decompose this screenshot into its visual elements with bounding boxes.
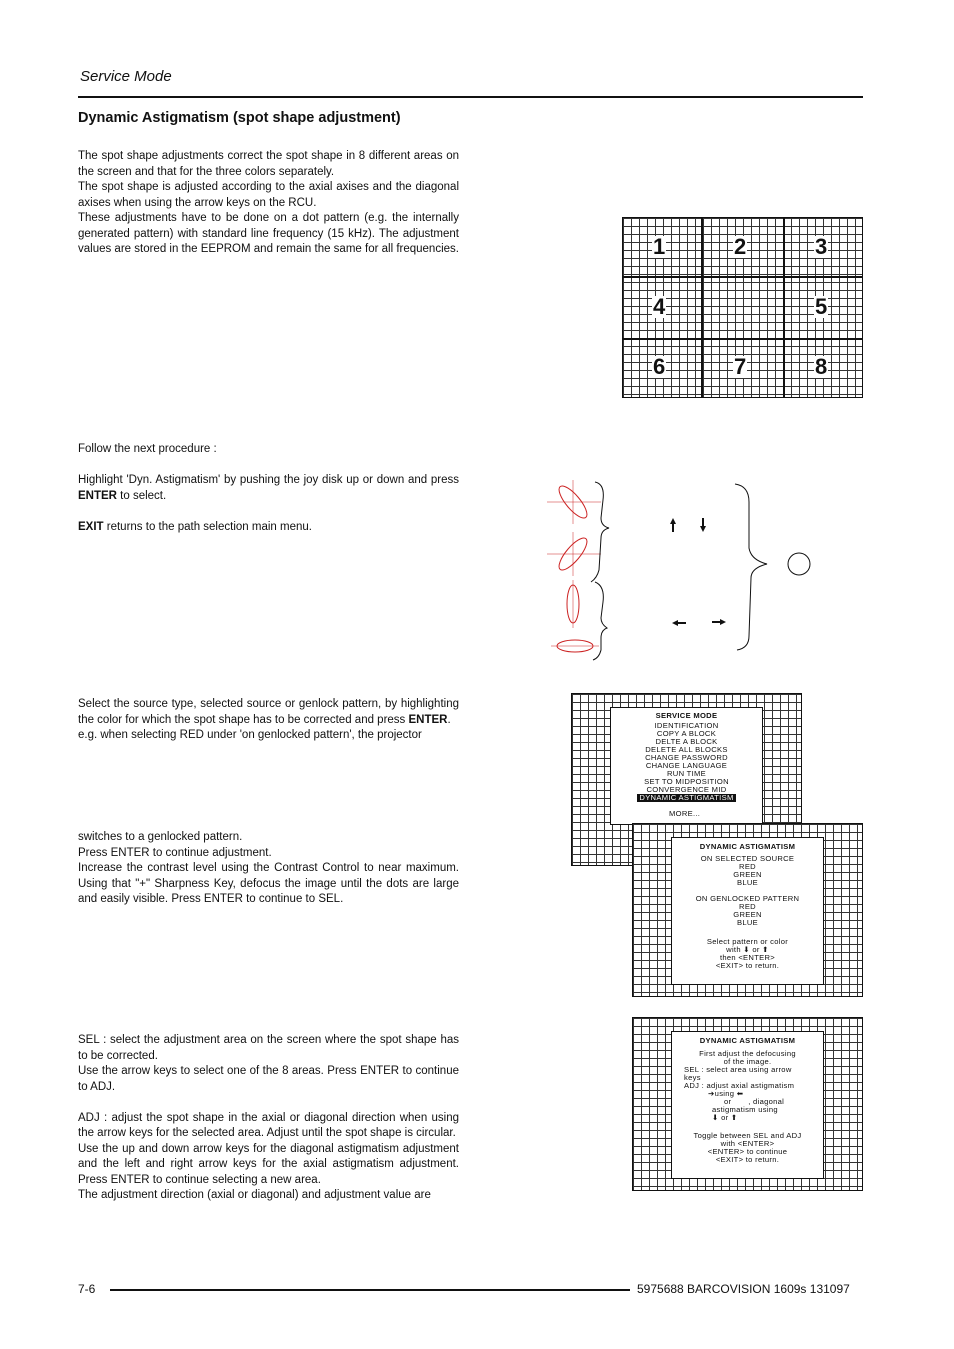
color-option-red[interactable]: RED [739,862,756,871]
select-post: . [447,713,451,726]
procedure-step-post: to select. [116,489,167,502]
color-option-red[interactable]: RED [739,902,756,911]
procedure-intro: Follow the next procedure : [78,443,217,455]
adjust-or: or [721,1113,729,1122]
area-number: 1 [653,234,666,259]
area-divider [623,276,862,278]
arrow-up-icon [670,518,676,532]
area-number: 3 [815,234,828,259]
menu-item-selected[interactable]: DYNAMIC ASTIGMATISM [639,793,734,802]
hint-line: <EXIT> to return. [715,961,780,970]
procedure-text [78,442,459,535]
intro-paragraph: The spot shape is adjusted according to the axial axises and the diagonal axises when using the arrow keys on the RCU. [78,181,459,209]
enter-key: ENTER [408,713,448,726]
service-mode-menu [610,707,763,825]
menu-title: SERVICE MODE [655,711,718,720]
select-example: e.g. when selecting RED under 'on genlocked pattern', the projector [78,729,422,741]
procedure-exit-text: returns to the path selection main menu. [103,520,312,533]
adjust-line: with <ENTER> [720,1139,775,1148]
page-title: Dynamic Astigmatism (spot shape adjustment) [78,110,401,126]
genlock-heading: ON GENLOCKED PATTERN [695,894,800,903]
continue-paragraph: Increase the contrast level using the Contrast Control to near maximum. Using that "+" Sharpness Key, defocus the image until the dots are large and easily visible. Press ENTER to continue to SEL. [78,862,459,905]
arrow-left-icon [672,620,686,626]
area-number: 2 [734,234,747,259]
page-number: 7-6 [78,1282,96,1296]
menu-item[interactable]: DELETE ALL BLOCKS [645,745,728,754]
sel-adj-paragraph: SEL : select the adjustment area on the screen where the spot shape has to be corrected. [78,1034,459,1062]
astig-adjust-menu [671,1031,824,1179]
adjust-line: of the image. [723,1057,772,1066]
document-id: 5975688 BARCOVISION 1609s 131097 [637,1282,850,1296]
arrow-down-icon: ⬇ [712,1113,719,1122]
arrow-up-icon: ⬆ [762,945,769,954]
continue-paragraph: switches to a genlocked pattern. [78,831,243,843]
arrow-down-icon [700,518,706,532]
arrow-down-icon: ⬇ [743,945,750,954]
left-brace [591,482,609,582]
area-divider [783,218,785,397]
spot-shape-diagram [545,478,820,663]
arrow-left-icon: ⬅ [736,1089,744,1098]
left-brace [593,582,607,660]
menu-item[interactable]: COPY A BLOCK [656,729,717,738]
adjust-line: <EXIT> to return. [715,1155,780,1164]
select-pre: Select the source type, selected source or genlock pattern, by highlighting the color for which the spot shape has to be corrected and press [78,698,459,726]
menu-item[interactable]: SET TO MIDPOSITION [644,777,729,786]
area-number: 5 [815,294,828,319]
adjust-line: <ENTER> to continue [707,1147,788,1156]
adjust-or: or [724,1097,732,1106]
area-divider [623,338,862,340]
area-number: 8 [815,354,828,379]
select-instructions [78,697,459,728]
astig-color-menu [671,837,824,985]
menu-title: DYNAMIC ASTIGMATISM [699,1036,796,1045]
adjust-using: using [714,1089,735,1098]
area-grid-figure [622,217,863,398]
header-section-title: Service Mode [80,68,172,85]
continue-paragraph: Press ENTER to continue adjustment. [78,846,272,859]
area-number: 4 [653,294,666,319]
intro-text [78,149,459,258]
select-source-text [78,697,459,744]
adjust-line [672,1114,823,1122]
arrow-right-icon [712,619,726,625]
source-heading: ON SELECTED SOURCE [700,854,795,863]
intro-paragraph: These adjustments have to be done on a dot pattern (e.g. the internally generated pattern) with standard line frequency (15 kHz). The adjustment values are stored in the EEPROM and remain the same for all frequencies. [78,212,459,255]
enter-key: ENTER [78,489,117,502]
menu-more[interactable]: MORE... [669,809,701,818]
arrow-right-icon: ➔ [708,1089,715,1098]
menu-item[interactable]: CONVERGENCE MID [646,785,727,794]
color-option-blue[interactable]: BLUE [736,878,759,887]
astig-color-screen [632,823,863,997]
footer-rule [110,1289,630,1291]
circular-spot [788,553,810,575]
sel-adj-paragraph: Use the up and down arrow keys for the diagonal astigmatism adjustment and the left and right arrow keys for the axial astigmatism adjustment. Press ENTER to continue selecting a new area. [78,1142,459,1186]
color-option-green[interactable]: GREEN [733,910,762,919]
menu-title: DYNAMIC ASTIGMATISM [699,842,796,851]
hint-with: with [726,945,741,954]
menu-item[interactable]: CHANGE PASSWORD [645,753,728,762]
right-brace [735,484,767,650]
adjust-line: keys [684,1073,701,1082]
arrow-up-icon: ⬆ [730,1113,738,1122]
intro-paragraph: The spot shape adjustments correct the spot shape in 8 different areas on the screen and that for the three colors separately. [78,150,459,178]
menu-item[interactable]: IDENTIFICATION [654,721,719,730]
color-option-blue[interactable]: BLUE [736,918,759,927]
continue-text [78,830,459,908]
area-number: 6 [653,354,666,379]
hint-or: or [752,945,760,954]
sel-adj-paragraph: Use the arrow keys to select one of the 8 areas. Press ENTER to continue to ADJ. [78,1065,459,1093]
adjust-line: astigmatism using [712,1105,778,1114]
area-number: 7 [734,354,747,379]
hint-line: then <ENTER> [719,953,776,962]
sel-adj-text [78,1033,459,1204]
astig-adjust-screen [632,1017,863,1191]
hint-line: Select pattern or color [706,937,789,946]
adjust-line: ADJ : adjust axial astigmatism [684,1081,795,1090]
menu-item[interactable]: CHANGE LANGUAGE [645,761,728,770]
exit-key: EXIT [78,520,104,533]
adjust-line: Toggle between SEL and ADJ [693,1131,802,1140]
adjust-line: First adjust the defocusing [699,1049,796,1058]
color-option-green[interactable]: GREEN [733,870,762,879]
menu-item[interactable]: DELTE A BLOCK [655,737,718,746]
procedure-step-pre: Highlight 'Dyn. Astigmatism' by pushing the joy disk up or down and press [78,474,459,486]
header-rule [78,96,863,98]
sel-adj-paragraph: The adjustment direction (axial or diagonal) and adjustment value are [78,1189,431,1201]
adjust-line: SEL : select area using arrow [684,1065,792,1074]
procedure-step [78,473,459,504]
adjust-diagonal: , diagonal [748,1097,785,1106]
sel-adj-paragraph: ADJ : adjust the spot shape in the axial or diagonal direction when using the arrow keys for the selected area. Adjust until the spot shape is circular. [78,1111,459,1139]
area-divider [701,218,703,397]
menu-item[interactable]: RUN TIME [667,769,706,778]
procedure-exit [78,520,459,536]
